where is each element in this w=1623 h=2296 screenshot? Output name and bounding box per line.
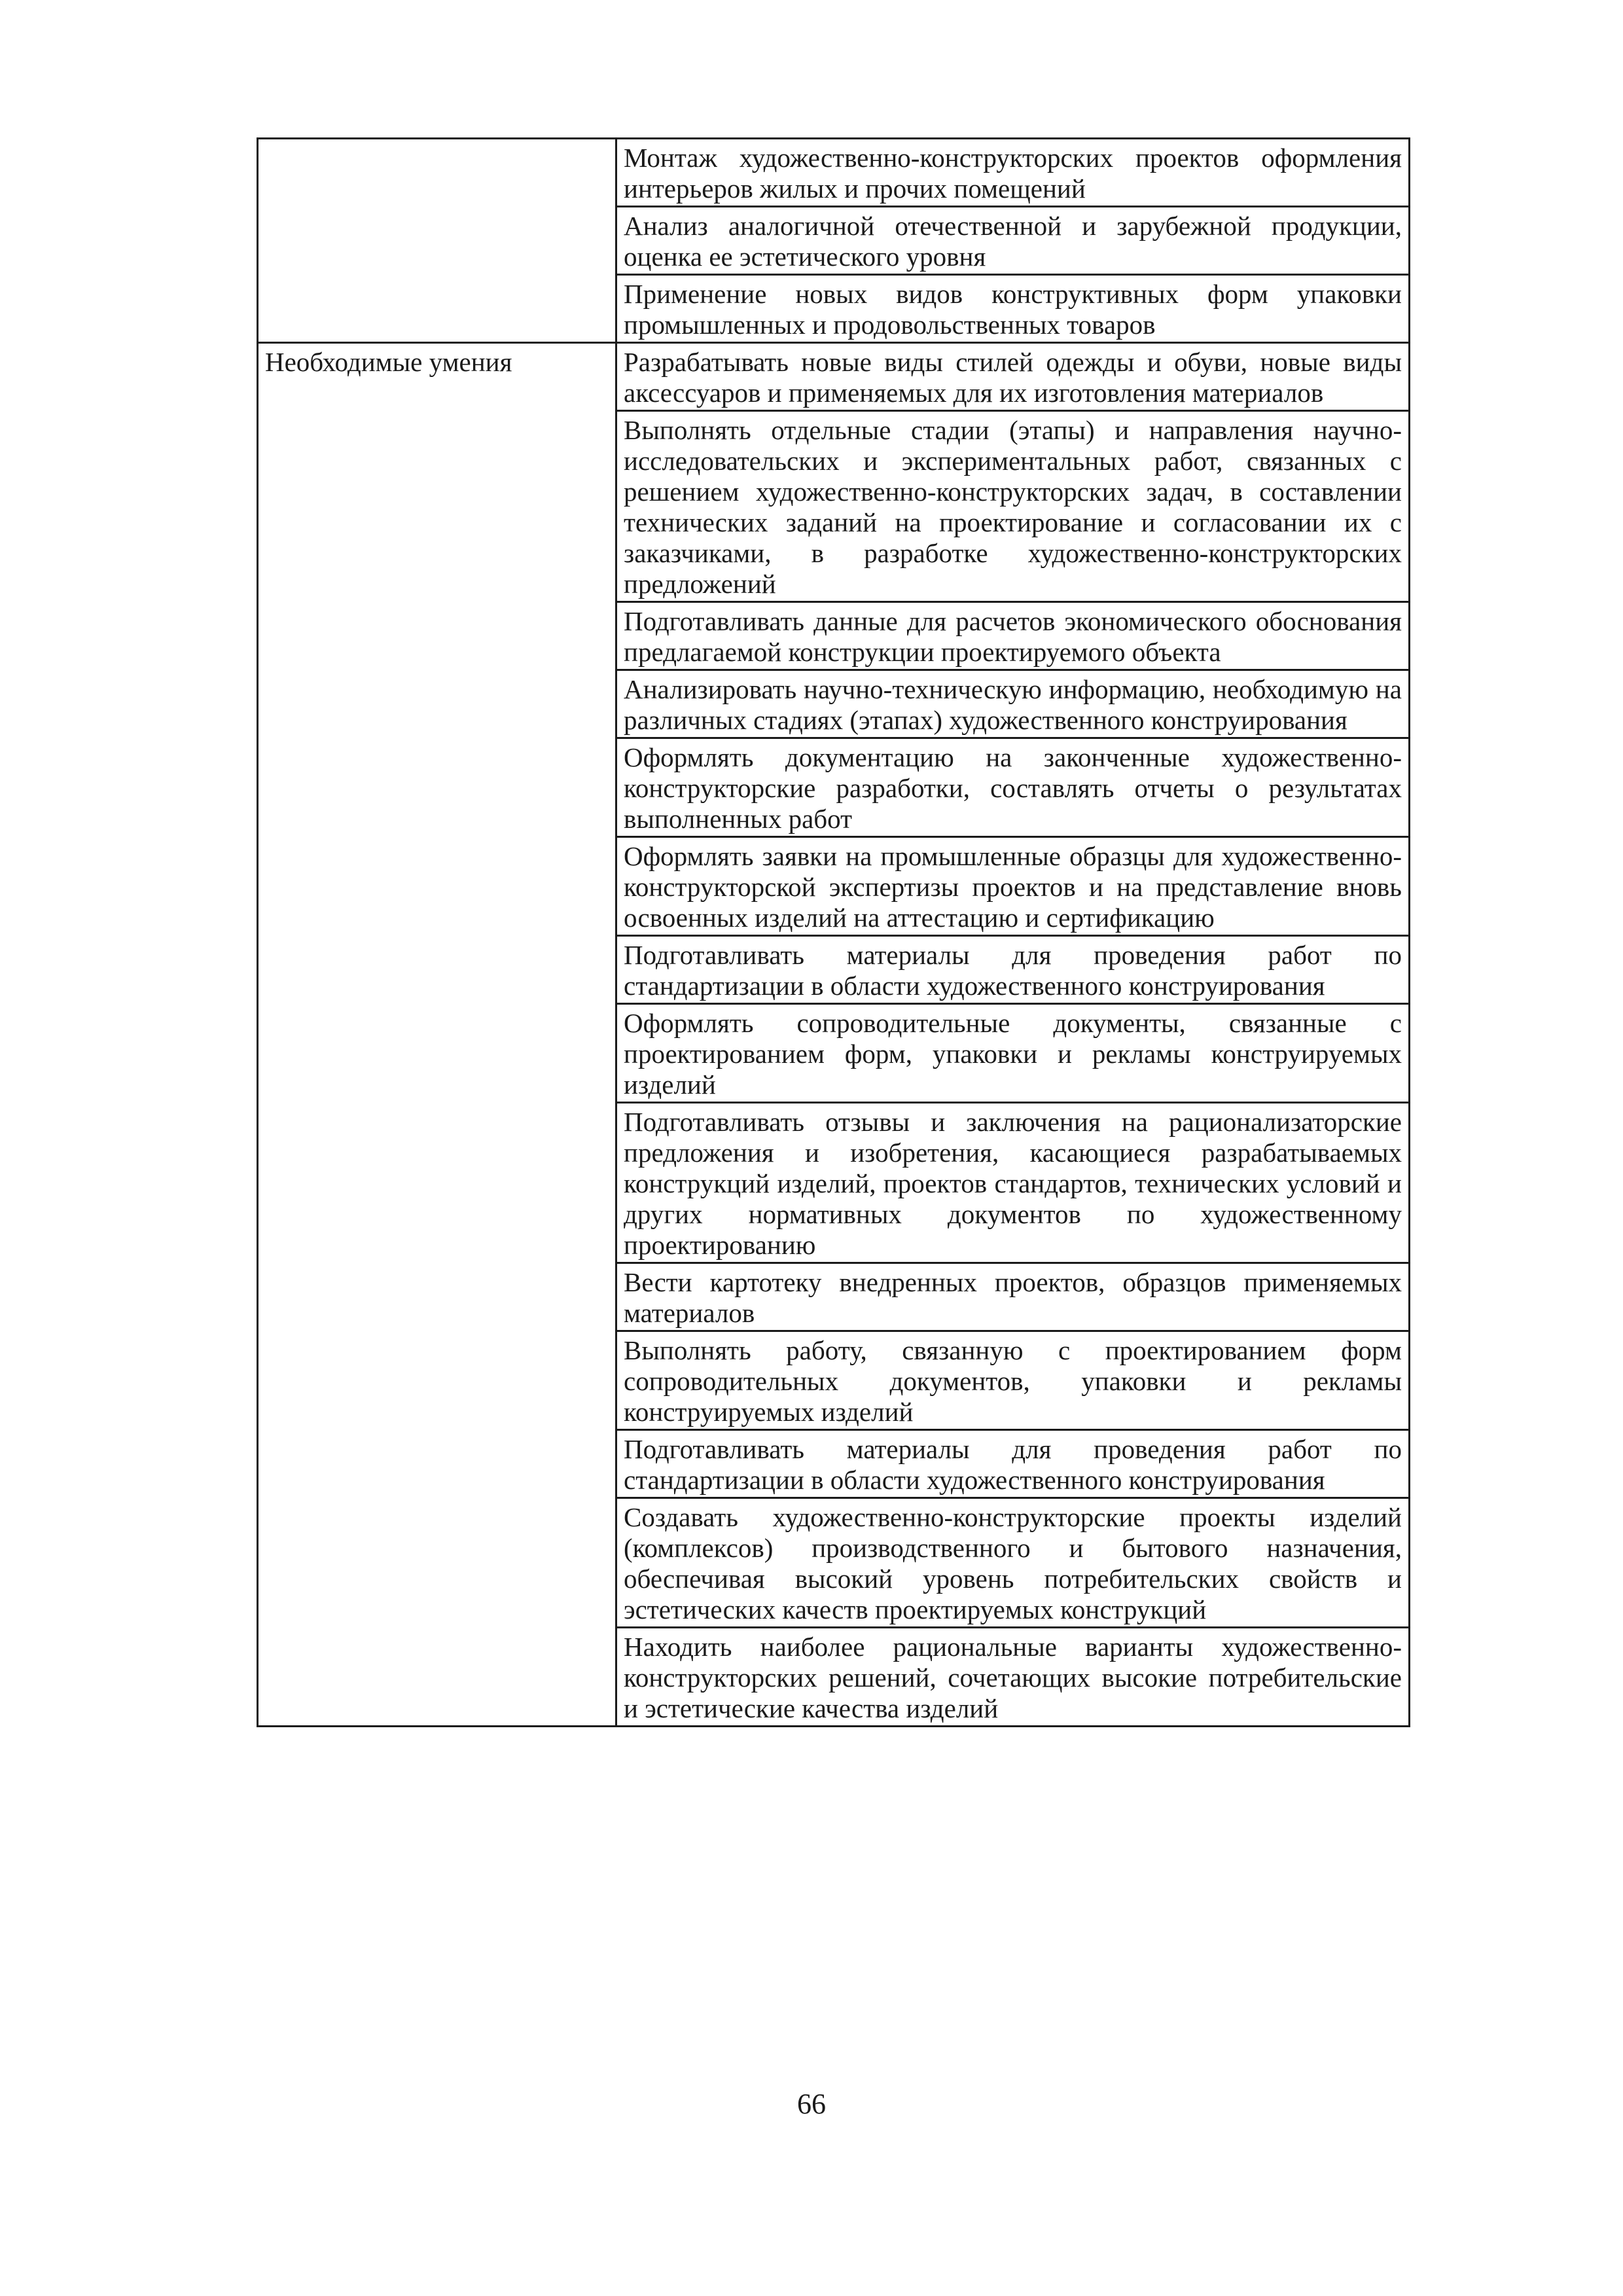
table-cell: Вести картотеку внедренных проектов, образцов применяемых материалов — [616, 1263, 1410, 1331]
table-cell: Подготавливать материалы для проведения работ по стандартизации в области художественного конструирования — [616, 936, 1410, 1004]
table-cell: Находить наиболее рациональные варианты художественно-конструкторских решений, сочетающих высокие потребительские и эстетические качества изделий — [616, 1628, 1410, 1727]
table-cell: Монтаж художественно-конструкторских проектов оформления интерьеров жилых и прочих помещений — [616, 139, 1410, 207]
table-cell: Анализировать научно-техническую информацию, необходимую на различных стадиях (этапах) художественного конструирования — [616, 670, 1410, 738]
table-cell: Разрабатывать новые виды стилей одежды и обуви, новые виды аксессуаров и применяемых для их изготовления материалов — [616, 343, 1410, 411]
table-cell: Оформлять сопроводительные документы, связанные с проектированием форм, упаковки и рекламы конструируемых изделий — [616, 1004, 1410, 1103]
skills-label-cell: Необходимые умения — [258, 343, 616, 1727]
table-row — [258, 139, 1410, 207]
table-cell: Подготавливать отзывы и заключения на рационализаторские предложения и изобретения, касающиеся разрабатываемых конструкций изделий, проектов стандартов, технических условий и других нормативных документов по художественному проектированию — [616, 1103, 1410, 1263]
table-cell: Выполнять отдельные стадии (этапы) и направления научно-исследовательских и экспериментальных работ, связанных с решением художественно-конструкторских задач, в составлении технических заданий на проектирование и согласовании их с заказчиками, в разработке художественно-конструкторских предложений — [616, 411, 1410, 602]
table-cell: Анализ аналогичной отечественной и зарубежной продукции, оценка ее эстетического уровня — [616, 207, 1410, 275]
table-cell: Оформлять документацию на законченные художественно-конструкторские разработки, составлять отчеты о результатах выполненных работ — [616, 738, 1410, 837]
empty-label-cell — [258, 139, 616, 343]
table-cell: Применение новых видов конструктивных форм упаковки промышленных и продовольственных товаров — [616, 275, 1410, 343]
table-row — [258, 343, 1410, 411]
table-cell: Подготавливать данные для расчетов экономического обоснования предлагаемой конструкции проектируемого объекта — [616, 602, 1410, 670]
requirements-table — [257, 137, 1410, 1727]
table-cell: Оформлять заявки на промышленные образцы для художественно-конструкторской экспертизы проектов и на представление вновь освоенных изделий на аттестацию и сертификацию — [616, 837, 1410, 936]
table-cell: Выполнять работу, связанную с проектированием форм сопроводительных документов, упаковки и рекламы конструируемых изделий — [616, 1331, 1410, 1430]
table-cell: Подготавливать материалы для проведения работ по стандартизации в области художественного конструирования — [616, 1430, 1410, 1498]
page-number: 66 — [797, 2088, 826, 2120]
table-cell: Создавать художественно-конструкторские проекты изделий (комплексов) производственного и бытового назначения, обеспечивая высокий уровень потребительских свойств и эстетических качеств проектируемых конструкций — [616, 1498, 1410, 1628]
